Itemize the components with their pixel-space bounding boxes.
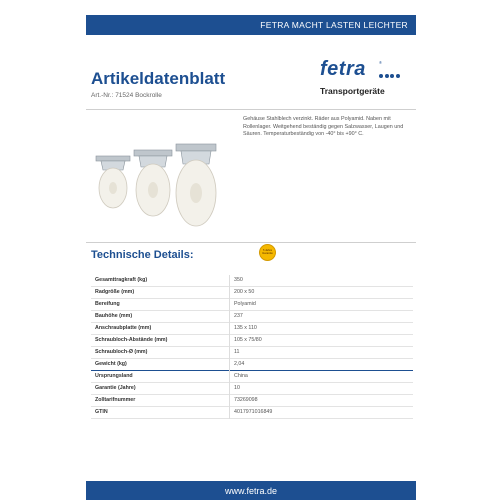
document-title: Artikeldatenblatt [91, 69, 226, 88]
spec-value: 200 x 50 [234, 288, 255, 295]
table-row [91, 407, 413, 419]
slogan-text: FETRA MACHT LASTEN LEICHTER [260, 20, 408, 30]
spec-label: Schraubloch-Ø (mm) [91, 347, 230, 359]
spec-value: China [234, 372, 248, 379]
product-description: Gehäuse Stahlblech verzinkt. Räder aus Polyamid. Naben mit Rollenlager. Weitgehend beständig gegen Salzwasser, Laugen und Säuren. Temperaturbeständig von -40° bis +90° C. [243, 116, 404, 138]
spec-value: Polyamid [234, 300, 256, 307]
spec-table [91, 275, 413, 419]
table-row [91, 383, 413, 395]
spec-value: 4017971016849 [234, 408, 273, 415]
trademark-symbol: ® [379, 60, 382, 65]
header-banner [86, 15, 416, 35]
footer-url[interactable]: www.fetra.de [224, 485, 278, 496]
logo-dots-icon [379, 74, 400, 78]
spec-label: Anschraubplatte (mm) [91, 323, 230, 335]
table-row [91, 371, 413, 383]
table-row [91, 347, 413, 359]
spec-label: Garantie (Jahre) [91, 383, 230, 395]
spec-label: Zolltarifnummer [91, 395, 230, 407]
table-row [91, 275, 413, 287]
spec-label: Gesamttragkraft (kg) [91, 275, 230, 287]
spec-value: 135 x 110 [234, 324, 257, 331]
table-row [91, 323, 413, 335]
table-row [91, 311, 413, 323]
section-title: Technische Details: [91, 249, 194, 261]
spec-value: 73269098 [234, 396, 258, 403]
spec-value: 350 [234, 276, 243, 283]
spec-label: Gewicht (kg) [91, 359, 230, 371]
article-number: Art.-Nr.: 71524 Bockrolle [91, 92, 162, 99]
table-row [91, 287, 413, 299]
guarantee-badge [259, 244, 276, 261]
divider [86, 242, 416, 243]
logo-tagline: Transportgeräte [320, 86, 385, 96]
table-row [91, 299, 413, 311]
spec-label: Bereifung [91, 299, 230, 311]
spec-label: Radgröße (mm) [91, 287, 230, 299]
spec-value: 237 [234, 312, 243, 319]
footer-banner [86, 481, 416, 500]
table-row [91, 395, 413, 407]
spec-value: 105 x 75/80 [234, 336, 262, 343]
spec-label: Ursprungsland [91, 371, 230, 383]
spec-value: 11 [234, 348, 240, 355]
spec-label: GTIN [91, 407, 230, 419]
spec-value: 10 [234, 384, 240, 391]
fetra-logo: fetra [320, 58, 366, 80]
table-row [91, 335, 413, 347]
spec-label: Schraubloch-Abstände (mm) [91, 335, 230, 347]
divider [86, 109, 416, 110]
badge-text: 5 Jahre Garantie [262, 249, 273, 255]
product-image [92, 138, 222, 233]
spec-value: 2,04 [234, 360, 245, 367]
spec-label: Bauhöhe (mm) [91, 311, 230, 323]
table-row [91, 359, 413, 371]
